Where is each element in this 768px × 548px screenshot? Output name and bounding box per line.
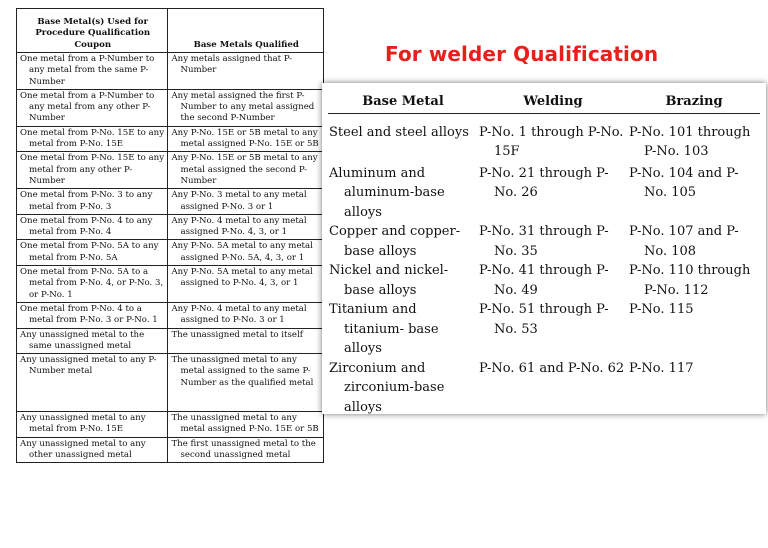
table-row [328,300,760,359]
table-cell: P-No. 101 through P-No. 103 [629,124,751,159]
table-cell: P-No. 1 through P-No. 15F [479,124,624,159]
column-header-welding: Welding [478,90,628,113]
table-row [328,222,760,261]
table-cell: The unassigned metal to any metal assigned P-No. 15E or 5B [168,412,324,438]
table-row [17,152,324,189]
table-cell: One metal from P-No. 5A to any metal from P-No. 5A [17,240,168,266]
table-cell: One metal from a P-Number to any metal from any other P-Number [17,89,168,126]
table-cell: One metal from P-No. 3 to any metal from P-No. 3 [17,189,168,215]
procedure-qualification-table [16,8,324,463]
table-cell: Any P-No. 5A metal to any metal assigned P-No. 5A, 4, 3, or 1 [168,240,324,266]
table-row [17,412,324,438]
table-cell: P-No. 110 through P-No. 112 [629,263,751,298]
welder-qualification-table [328,90,760,417]
column-header-brazing: Brazing [628,90,760,113]
table-cell: Any P-No. 4 metal to any metal assigned to P-No. 3 or 1 [168,302,324,328]
table-cell: Nickel and nickel-base alloys [329,263,449,298]
table-cell: Any metals assigned that P-Number [168,53,324,90]
table-row [328,113,760,162]
table-cell: Any P-No. 4 metal to any metal assigned P-No. 4, 3, or 1 [168,214,324,240]
welder-qualification-panel [322,83,766,414]
table-cell: One metal from P-No. 15E to any metal from any other P-Number [17,152,168,189]
column-header-base-metal: Base Metal [328,90,478,113]
table-cell: P-No. 61 and P-No. 62 [479,360,625,376]
table-cell: Aluminum and aluminum-base alloys [329,165,445,220]
table-row [17,89,324,126]
table-cell: P-No. 117 [629,360,694,376]
table-cell: The first unassigned metal to the second unassigned metal [168,437,324,463]
table-cell: Any P-No. 15E or 5B metal to any metal assigned P-No. 15E or 5B [168,126,324,152]
table-cell: Copper and copper-base alloys [329,224,461,259]
table-cell: One metal from a P-Number to any metal from the same P-Number [17,53,168,90]
table-cell: P-No. 115 [629,302,694,317]
table-row [17,302,324,328]
table-cell: P-No. 51 through P-No. 53 [479,302,609,337]
table-cell: One metal from P-No. 4 to any metal from P-No. 4 [17,214,168,240]
table-row [17,266,324,303]
table-cell: Steel and steel alloys [329,124,469,140]
table-cell: One metal from P-No. 5A to a metal from P-No. 4, or P-No. 3, or P-No. 1 [17,266,168,303]
table-cell: P-No. 107 and P-No. 108 [629,224,739,259]
table-row [17,53,324,90]
table-cell: Any unassigned metal to any metal from P-No. 15E [17,412,168,438]
table-cell: Any metal assigned the first P-Number to any metal assigned the second P-Number [168,89,324,126]
table-cell: P-No. 104 and P-No. 105 [629,165,739,200]
table-row [17,189,324,215]
table-cell: Any P-No. 3 metal to any metal assigned P-No. 3 or 1 [168,189,324,215]
table-row [17,328,324,354]
table-row [328,359,760,418]
table-cell: One metal from P-No. 15E to any metal from P-No. 15E [17,126,168,152]
table-header-row [17,9,324,53]
table-cell: P-No. 21 through P-No. 26 [479,165,609,200]
table-cell: P-No. 31 through P-No. 35 [479,224,609,259]
table-row [17,240,324,266]
table-row [328,261,760,300]
table-cell: Zirconium and zirconium-base alloys [329,360,445,415]
table-cell: One metal from P-No. 4 to a metal from P-No. 3 or P-No. 1 [17,302,168,328]
column-header-qualified: Base Metals Qualified [168,9,324,53]
table-cell: P-No. 41 through P-No. 49 [479,263,609,298]
table-cell: Any P-No. 5A metal to any metal assigned to P-No. 4, 3, or 1 [168,266,324,303]
table-cell: Titanium and titanium- base alloys [329,302,439,356]
page-title: For welder Qualification [385,42,659,66]
table-cell: Any unassigned metal to the same unassigned metal [17,328,168,354]
table-cell: The unassigned metal to any metal assigned to the same P-Number as the qualified metal [168,354,324,412]
table-cell: The unassigned metal to itself [168,328,324,354]
table-cell: Any unassigned metal to any other unassigned metal [17,437,168,463]
table-row [17,354,324,412]
table-row [17,437,324,463]
table-header-row [328,90,760,113]
table-row [17,214,324,240]
table-cell: Any unassigned metal to any P-Number metal [17,354,168,412]
table-row [328,162,760,223]
column-header-coupon: Base Metal(s) Used for Procedure Qualification Coupon [17,9,168,53]
table-cell: Any P-No. 15E or 5B metal to any metal assigned the second P-Number [168,152,324,189]
table-row [17,126,324,152]
